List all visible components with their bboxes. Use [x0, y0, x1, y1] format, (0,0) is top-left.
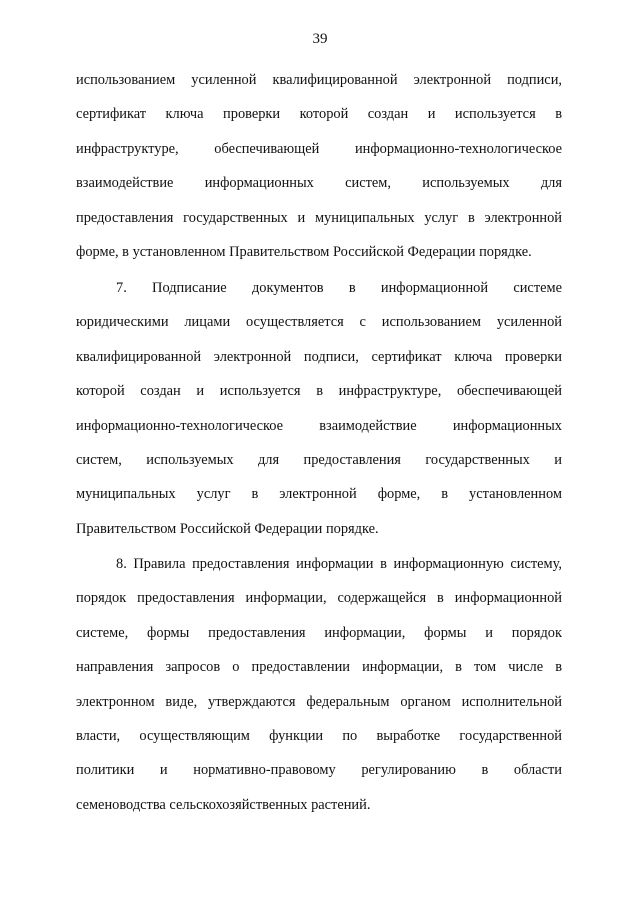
text-line: юридическими лицами осуществляется с использованием усиленной [76, 314, 562, 331]
text-line: порядок предоставления информации, содержащейся в информационной [76, 590, 562, 607]
text-line: Правительством Российской Федерации порядке. [76, 520, 379, 537]
text-line: политики и нормативно-правовому регулированию в области [76, 762, 562, 779]
text-line: 7. Подписание документов в информационной системе [116, 280, 562, 296]
text-line: муниципальных услуг в электронной форме, в установленном [76, 486, 562, 503]
text-line: предоставления государственных и муниципальных услуг в электронной [76, 209, 562, 226]
text-line: форме, в установленном Правительством Российской Федерации порядке. [76, 243, 532, 260]
text-line: которой создан и используется в инфраструктуре, обеспечивающей [76, 383, 562, 400]
text-line: инфраструктуре, обеспечивающей информационно-технологическое [76, 140, 562, 157]
text-line: сертификат ключа проверки которой создан и используется в [76, 106, 562, 123]
paragraph-item-8 [76, 547, 562, 822]
text-line: 8. Правила предоставления информации в информационную систему, [116, 556, 562, 572]
text-line: информационно-технологическое взаимодействие информационных [76, 417, 562, 434]
text-line: использованием усиленной квалифицированной электронной подписи, [76, 72, 562, 88]
text-line: семеноводства сельскохозяйственных растений. [76, 796, 371, 813]
text-line: направления запросов о предоставлении информации, в том числе в [76, 659, 562, 676]
text-line: квалифицированной электронной подписи, сертификат ключа проверки [76, 348, 562, 365]
text-line: взаимодействие информационных систем, используемых для [76, 175, 562, 192]
paragraph-item-7 [76, 271, 562, 546]
text-line: системе, формы предоставления информации, формы и порядок [76, 624, 562, 641]
text-line: электронном виде, утверждаются федеральным органом исполнительной [76, 693, 562, 710]
page-number: 39 [312, 31, 328, 47]
text-line: власти, осуществляющим функции по выработке государственной [76, 727, 562, 744]
text-line: систем, используемых для предоставления государственных и [76, 451, 562, 468]
paragraph-continuation [76, 63, 562, 269]
